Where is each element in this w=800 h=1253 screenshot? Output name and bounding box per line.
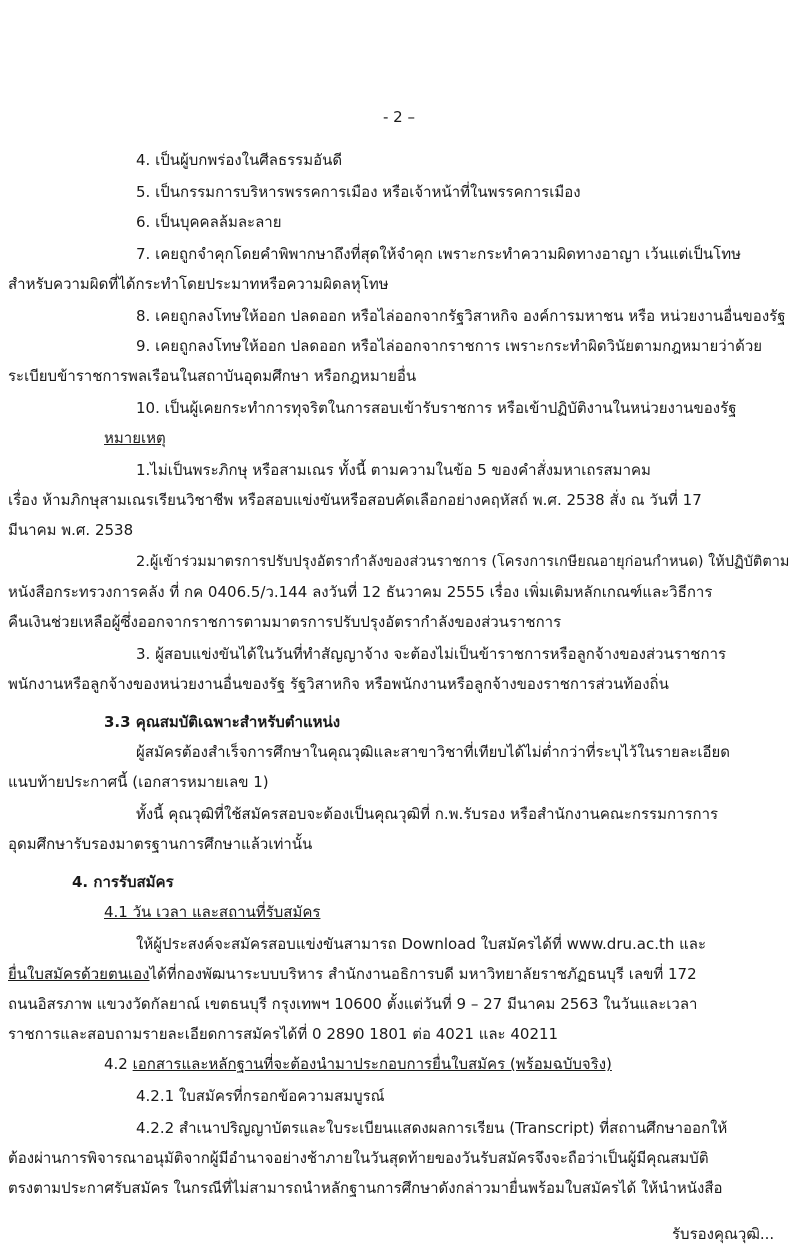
section-4-2-1: 4.2.1 ใบสมัครที่กรอกข้อความสมบูรณ์: [136, 1087, 385, 1105]
section-3-3-para-1-line-2: แนบท้ายประกาศนี้ (เอกสารหมายเลข 1): [8, 773, 269, 791]
section-3-3-heading: 3.3 คุณสมบัติเฉพาะสำหรับตำแหน่ง: [104, 713, 341, 731]
remark-1-line-2: เรื่อง ห้ามภิกษุสามเณรเรียนวิชาชีพ หรือสอบแข่งขันหรือสอบคัดเลือกอย่างคฤหัสถ์ พ.ศ. 2538 สั่ง ณ วันที่ 17: [8, 491, 702, 509]
item-10: 10. เป็นผู้เคยกระทำการทุจริตในการสอบเข้ารับราชการ หรือเข้าปฏิบัติงานในหน่วยงานของรัฐ: [136, 399, 737, 417]
section-4-heading: 4. การรับสมัคร: [72, 873, 174, 891]
item-9-line-1: 9. เคยถูกลงโทษให้ออก ปลดออก หรือไล่ออกจากราชการ เพราะกระทำผิดวินัยตามกฎหมายว่าด้วย: [136, 337, 763, 355]
section-4-1-line-3: ถนนอิสรภาพ แขวงวัดกัลยาณ์ เขตธนบุรี กรุงเทพฯ 10600 ตั้งแต่วันที่ 9 – 27 มีนาคม 2563 ในวันและเวลา: [8, 995, 698, 1013]
remark-2-line-3: คืนเงินช่วยเหลือผู้ซึ่งออกจากราชการตามมาตรการปรับปรุงอัตรากำลังของส่วนราชการ: [8, 613, 562, 631]
section-4-1-heading: 4.1 วัน เวลา และสถานที่รับสมัคร: [104, 903, 321, 921]
page-number: - 2 –: [383, 108, 415, 126]
remark-3-line-2: พนักงานหรือลูกจ้างของหน่วยงานอื่นของรัฐ รัฐวิสาหกิจ หรือพนักงานหรือลูกจ้างของราชการส่วนท้องถิ่น: [8, 675, 669, 693]
section-4-2-2-line-1: 4.2.2 สำเนาปริญญาบัตรและใบระเบียนแสดงผลการเรียน (Transcript) ที่สถานศึกษาออกให้: [136, 1119, 728, 1137]
section-4-2-number: 4.2: [104, 1055, 133, 1073]
remarks-heading: หมายเหตุ: [104, 429, 166, 447]
section-4-1-line-2: [8, 964, 697, 984]
section-3-3-para-2-line-1: ทั้งนี้ คุณวุฒิที่ใช้สมัครสอบจะต้องเป็นคุณวุฒิที่ ก.พ.รับรอง หรือสำนักงานคณะกรรมการการ: [136, 805, 719, 823]
section-4-1-line-4: ราชการและสอบถามรายละเอียดการสมัครได้ที่ 0 2890 1801 ต่อ 4021 และ 40211: [8, 1025, 559, 1043]
section-4-1-line-1: ให้ผู้ประสงค์จะสมัครสอบแข่งขันสามารถ Download ใบสมัครได้ที่ www.dru.ac.th และ: [136, 935, 707, 953]
section-4-2-2-line-3: ตรงตามประกาศรับสมัคร ในกรณีที่ไม่สามารถนำหลักฐานการศึกษาดังกล่าวมายื่นพร้อมใบสมัครได้ ให้นำหนังสือ: [8, 1179, 723, 1197]
section-3-3-para-1-line-1: ผู้สมัครต้องสำเร็จการศึกษาในคุณวุฒิและสาขาวิชาที่เทียบได้ไม่ต่ำกว่าที่ระบุไว้ในรายละเอียด: [136, 743, 730, 761]
section-4-2-2-line-2: ต้องผ่านการพิจารณาอนุมัติจากผู้มีอำนาจอย่างช้าภายในวันสุดท้ายของวันรับสมัครจึงจะถือว่าเป็นผู้มีคุณสมบัติ: [8, 1149, 709, 1167]
section-3-3-para-2-line-2: อุดมศึกษารับรองมาตรฐานการศึกษาแล้วเท่านั้น: [8, 835, 313, 853]
item-5: 5. เป็นกรรมการบริหารพรรคการเมือง หรือเจ้าหน้าที่ในพรรคการเมือง: [136, 183, 581, 201]
section-4-1-line-2-rest: ได้ที่กองพัฒนาระบบบริหาร สำนักงานอธิการบดี มหาวิทยาลัยราชภัฏธนบุรี เลขที่ 172: [149, 965, 697, 983]
item-7-line-2: สำหรับความผิดที่ได้กระทำโดยประมาทหรือความผิดลหุโทษ: [8, 275, 389, 293]
item-4: 4. เป็นผู้บกพร่องในศีลธรรมอันดี: [136, 151, 343, 169]
item-6: 6. เป็นบุคคลล้มละลาย: [136, 213, 282, 231]
remark-1-line-3: มีนาคม พ.ศ. 2538: [8, 521, 134, 539]
remark-3-line-1: 3. ผู้สอบแข่งขันได้ในวันที่ทำสัญญาจ้าง จะต้องไม่เป็นข้าราชการหรือลูกจ้างของส่วนราชการ: [136, 645, 727, 663]
item-7-line-1: 7. เคยถูกจำคุกโดยคำพิพากษาถึงที่สุดให้จำคุก เพราะกระทำความผิดทางอาญา เว้นแต่เป็นโทษ: [136, 245, 741, 263]
section-4-2-heading: [104, 1054, 612, 1074]
remark-1-line-1: 1.ไม่เป็นพระภิกษุ หรือสามเณร ทั้งนี้ ตามความในข้อ 5 ของคำสั่งมหาเถรสมาคม: [136, 461, 651, 479]
submit-in-person-text: ยื่นใบสมัครด้วยตนเอง: [8, 965, 150, 983]
remark-2-line-1: 2.ผู้เข้าร่วมมาตรการปรับปรุงอัตรากำลังของส่วนราชการ (โครงการเกษียณอายุก่อนกำหนด) ให้ปฏิบัติตาม: [136, 554, 790, 570]
continuation-text: รับรองคุณวุฒิ...: [672, 1225, 775, 1243]
remark-2-line-2: หนังสือกระทรวงการคลัง ที่ กค 0406.5/ว.144 ลงวันที่ 12 ธันวาคม 2555 เรื่อง เพิ่มเติมหลักเกณฑ์และวิธีการ: [8, 583, 713, 601]
section-4-2-title: เอกสารและหลักฐานที่จะต้องนำมาประกอบการยื่นใบสมัคร (พร้อมฉบับจริง): [132, 1055, 612, 1073]
item-9-line-2: ระเบียบข้าราชการพลเรือนในสถาบันอุดมศึกษา หรือกฎหมายอื่น: [8, 367, 417, 385]
item-8: 8. เคยถูกลงโทษให้ออก ปลดออก หรือไล่ออกจากรัฐวิสาหกิจ องค์การมหาชน หรือ หน่วยงานอื่นของรัฐ: [136, 307, 786, 325]
